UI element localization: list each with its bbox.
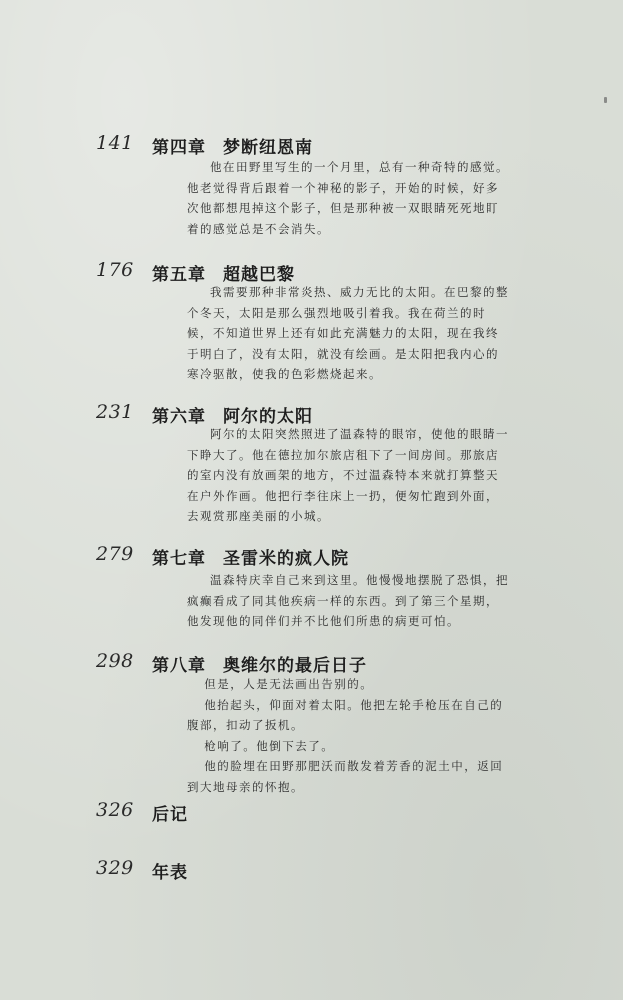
chapter-title: 阿尔的太阳: [223, 407, 313, 427]
summary-paragraph: 但是，人是无法画出告别的。: [204, 677, 374, 691]
margin-speck: [604, 97, 607, 103]
summary-paragraph: 他在田野里写生的一个月里，总有一种奇特的感觉。他老觉得背后跟着一个神秘的影子，开始的时候，好多次他都想甩掉这个影子，但是那种被一双眼睛死死地盯着的感觉总是不会消失。: [187, 160, 509, 236]
summary-paragraph: 他抬起头，仰面对着太阳。他把左轮手枪压在自己的腹部，扣动了扳机。: [187, 697, 504, 732]
chapter-title: 超越巴黎: [223, 265, 295, 285]
page-number: 329: [96, 857, 134, 879]
summary-paragraph: 我需要那种非常炎热、威力无比的太阳。在巴黎的整个冬天，太阳是那么强烈地吸引着我。我在荷兰的时候，不知道世界上还有如此充满魅力的太阳，现在我终于明白了，没有太阳，就没有绘画。是太阳把我内心的寒冷驱散，使我的色彩燃烧起来。: [187, 285, 509, 381]
page-number: 326: [96, 799, 134, 821]
page-number: 298: [96, 650, 134, 672]
page-number: 279: [96, 543, 134, 565]
page-number: 141: [96, 132, 134, 154]
summary-paragraph: 枪响了。他倒下去了。: [204, 738, 335, 753]
chapter-title: 奥维尔的最后日子: [223, 656, 367, 676]
chapter-number: 第七章: [152, 549, 206, 569]
summary-paragraph: 阿尔的太阳突然照进了温森特的眼帘，使他的眼睛一下睁大了。他在德拉加尔旅店租下了一间房间。那旅店的室内没有放画架的地方，不过温森特本来就打算整天在户外作画。他把行李往床上一扔，便匆忙跑到外面，去观赏那座美丽的小城。: [187, 427, 509, 523]
chapter-summary: [187, 282, 509, 385]
chapter-number: 第五章: [152, 265, 206, 285]
chapter-summary: [187, 424, 509, 527]
chapter-number: 第四章: [152, 138, 206, 158]
section-title: 年表: [152, 863, 188, 883]
chapter-title: 梦断纽恩南: [223, 138, 313, 158]
summary-paragraph: 温森特庆幸自己来到这里。他慢慢地摆脱了恐惧，把疯癫看成了同其他疾病一样的东西。到了第三个星期，他发现他的同伴们并不比他们所患的病更可怕。: [187, 573, 509, 628]
chapter-title: 圣雷米的疯人院: [223, 549, 349, 569]
chapter-summary: [187, 570, 509, 632]
page-number: 231: [96, 401, 134, 423]
chapter-number: 第六章: [152, 407, 206, 427]
page-number: 176: [96, 259, 134, 281]
summary-paragraph: 他的脸埋在田野那肥沃而散发着芳香的泥土中，返回到大地母亲的怀抱。: [187, 759, 504, 794]
chapter-summary: [187, 157, 509, 239]
chapter-summary: [187, 674, 509, 797]
chapter-number: 第八章: [152, 656, 206, 676]
section-title: 后记: [152, 805, 188, 825]
